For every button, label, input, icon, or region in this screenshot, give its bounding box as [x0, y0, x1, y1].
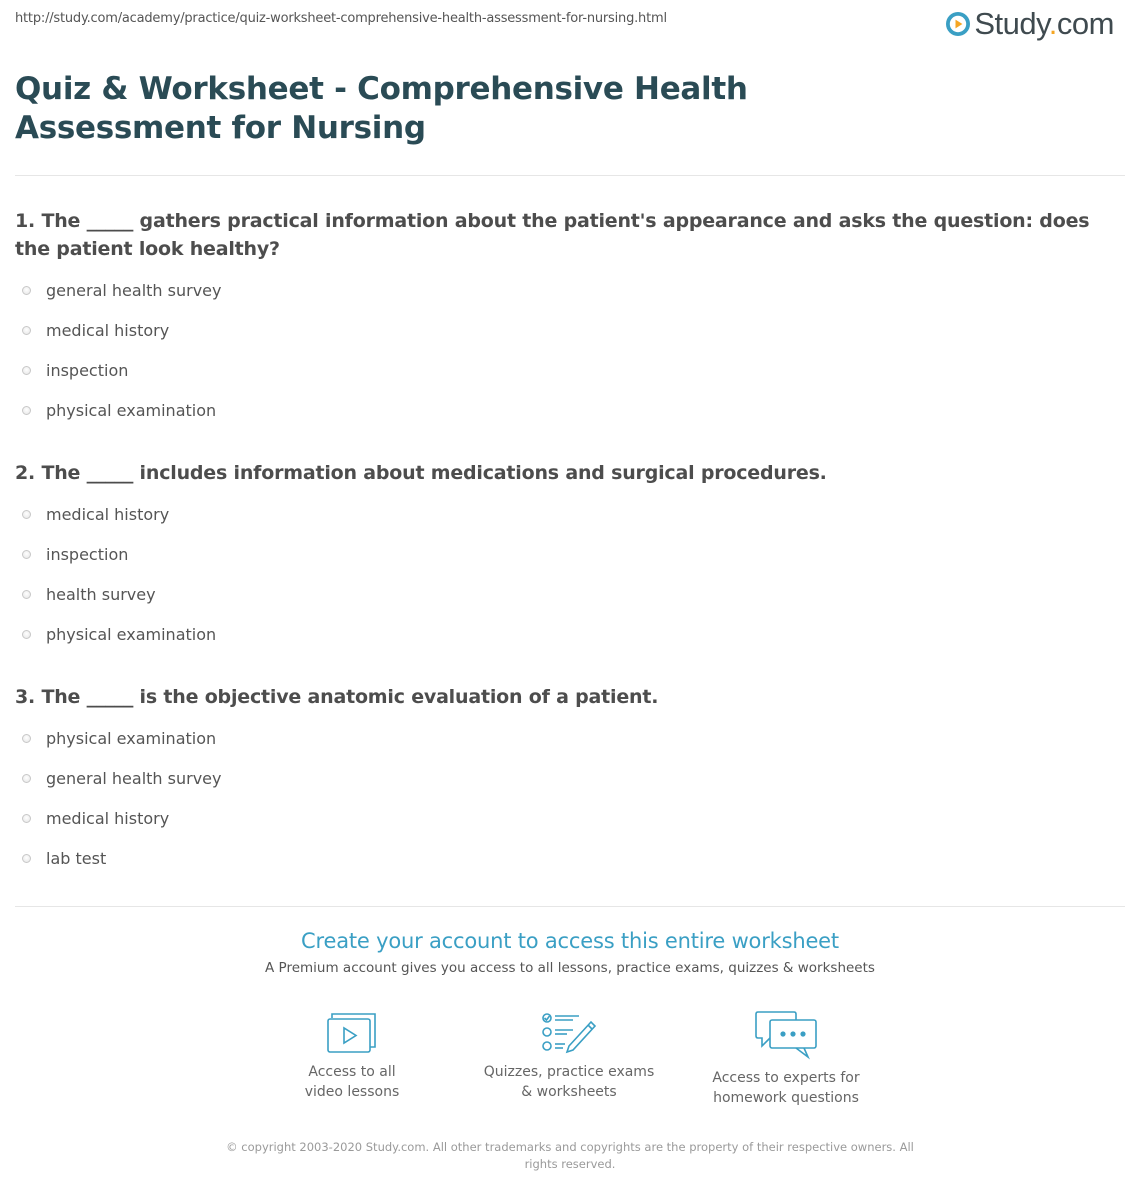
feature-experts: [686, 1010, 886, 1108]
divider: [15, 906, 1125, 907]
feature-label: Quizzes, practice exams & worksheets: [483, 1064, 655, 1100]
answer-option[interactable]: physical examination: [22, 399, 216, 421]
video-lesson-icon: [326, 1010, 378, 1054]
cta-subtitle: A Premium account gives you access to all lessons, practice exams, quizzes & worksheets: [265, 960, 875, 976]
radio-button[interactable]: [22, 814, 31, 823]
signup-cta-link[interactable]: Create your account to access this entire worksheet: [301, 929, 839, 953]
answer-option[interactable]: health survey: [22, 583, 156, 605]
radio-button[interactable]: [22, 774, 31, 783]
chat-bubbles-icon: [754, 1010, 818, 1060]
answer-option[interactable]: physical examination: [22, 623, 216, 645]
radio-button[interactable]: [22, 366, 31, 375]
radio-button[interactable]: [22, 406, 31, 415]
radio-button[interactable]: [22, 854, 31, 863]
answer-option[interactable]: medical history: [22, 319, 169, 341]
study-logo[interactable]: [945, 6, 1114, 42]
answer-option[interactable]: general health survey: [22, 279, 221, 301]
radio-button[interactable]: [22, 734, 31, 743]
question-1: 1. The _____ gathers practical information about the patient's appearance and asks the question: does the patient look healthy?: [15, 210, 1090, 260]
question-3: 3. The _____ is the objective anatomic evaluation of a patient.: [15, 686, 659, 708]
radio-button[interactable]: [22, 630, 31, 639]
quiz-checklist-icon: [541, 1010, 597, 1054]
answer-option[interactable]: general health survey: [22, 767, 221, 789]
feature-label: Access to all video lessons: [304, 1064, 400, 1100]
page-url: http://study.com/academy/practice/quiz-worksheet-comprehensive-health-assessment-for-nursing.html: [15, 11, 667, 26]
radio-button[interactable]: [22, 550, 31, 559]
feature-quizzes: [469, 1010, 669, 1102]
divider: [15, 175, 1125, 176]
answer-option[interactable]: physical examination: [22, 727, 216, 749]
answer-option[interactable]: inspection: [22, 359, 128, 381]
feature-video-lessons: [252, 1010, 452, 1102]
question-2: 2. The _____ includes information about medications and surgical procedures.: [15, 462, 827, 484]
logo-wordmark: Study.com: [974, 6, 1114, 41]
feature-label: Access to experts for homework questions: [712, 1070, 860, 1106]
page-title: Quiz & Worksheet - Comprehensive Health Assessment for Nursing: [15, 71, 748, 146]
play-circle-icon: [945, 11, 971, 37]
copyright-text: © copyright 2003-2020 Study.com. All other trademarks and copyrights are the property of their respective owners. All rights reserved.: [226, 1140, 914, 1171]
answer-option[interactable]: inspection: [22, 543, 128, 565]
radio-button[interactable]: [22, 326, 31, 335]
answer-option[interactable]: medical history: [22, 807, 169, 829]
radio-button[interactable]: [22, 590, 31, 599]
answer-option[interactable]: lab test: [22, 847, 106, 869]
radio-button[interactable]: [22, 510, 31, 519]
radio-button[interactable]: [22, 286, 31, 295]
answer-option[interactable]: medical history: [22, 503, 169, 525]
